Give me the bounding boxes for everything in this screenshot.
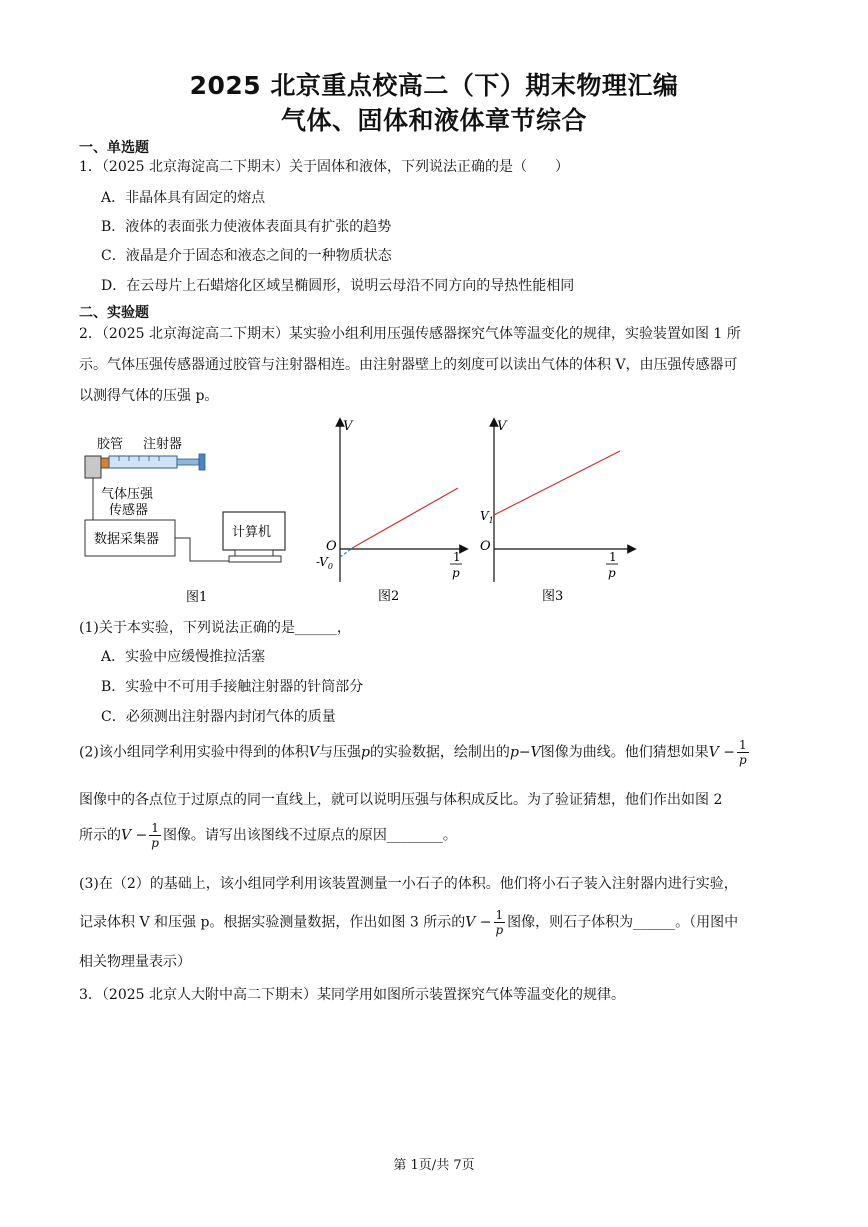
question-2-line-1: 2．（2025 北京海淀高二下期末）某实验小组利用压强传感器探究气体等温变化的规律，实验装置如图 1 所 [79,326,741,342]
fraction-1-over-p: $\frac{1}{p}$ [151,821,159,850]
subquestion-1-option-b: B．实验中不可用手接触注射器的针筒部分 [101,679,364,695]
x-axis-label-num: 1 [453,550,461,564]
label-syringe: 注射器 [143,437,183,452]
fit-line [354,488,458,547]
subquestion-2-line-3: 所示的V − $\frac{1}{p}$ 图像。请写出该图线不过原点的原因________。 [79,821,457,850]
figure-1-caption: 图1 [186,590,208,605]
label-data-collector: 数据采集器 [94,532,160,547]
figure-2-graph [312,410,472,608]
page-subtitle: 气体、固体和液体章节综合 [280,106,587,135]
y-axis-label: V [343,419,353,434]
fraction-1-over-p: $\frac{1}{p}$ [739,738,747,767]
label-sensor-line-2: 传感器 [109,503,149,518]
question-1-option-c: C．液晶是介于固态和液态之间的一种物质状态 [101,248,392,264]
subquestion-3-line-3: 相关物理量表示） [79,954,191,970]
tube-piece [101,458,109,468]
label-sensor-line-1: 气体压强 [101,487,154,502]
intercept-label: $V_1$ [480,509,494,525]
figure-2-caption: 图2 [378,589,400,604]
x-axis-label-num: 1 [609,550,617,564]
question-1-option-d: D．在云母片上石蜡熔化区域呈椭圆形，说明云母沿不同方向的导热性能相同 [101,278,575,294]
origin-label: O [480,539,491,554]
question-2-line-2: 示。气体压强传感器通过胶管与注射器相连。由注射器壁上的刻度可以读出气体的体积 V，由压强传感器可 [79,357,738,373]
subquestion-3-line-2: 记录体积 V 和压强 p。根据实验测量数据，作出如图 3 所示的V − $\frac{1}{p}$ 图像，则石子体积为______。（用图中 [79,908,739,937]
label-tube: 胶管 [97,437,124,452]
fit-line [494,451,620,515]
sensor-block [85,456,101,478]
computer-base [235,550,273,556]
subquestion-2-line-2: 图像中的各点位于过原点的同一直线上，就可以说明压强与体积成反比。为了验证猜想，他们作出如图 2 [79,792,723,808]
origin-label: O [326,539,337,554]
syringe-flange [199,454,205,470]
figure-3-graph [470,410,640,608]
syringe-plunger [177,459,199,465]
subquestion-1-option-a: A．实验中应缓慢推拉活塞 [101,649,266,665]
label-computer: 计算机 [232,525,272,540]
intercept-label: $-V_0$ [316,555,333,571]
question-1-stem: 1．（2025 北京海淀高二下期末）关于固体和液体，下列说法正确的是（ ） [79,159,569,175]
y-axis-label: V [497,419,507,434]
fraction-1-over-p: $\frac{1}{p}$ [495,908,504,937]
page-footer: 第 1页/共 7页 [393,1158,475,1173]
subquestion-3-line-1: (3)在（2）的基础上，该小组同学利用该装置测量一小石子的体积。他们将小石子装入注射器内进行实验， [79,876,738,892]
figure-3-caption: 图3 [542,589,564,604]
figure-1-apparatus [75,428,305,608]
x-axis-label-den: p [608,566,616,580]
question-3-stem: 3．（2025 北京人大附中高二下期末）某同学用如图所示装置探究气体等温变化的规律。 [79,987,625,1003]
question-1-option-b: B．液体的表面张力使液体表面具有扩张的趋势 [101,219,392,235]
computer-keyboard [229,556,281,562]
section-heading-single-choice: 一、单选题 [79,140,149,156]
x-axis-label-den: p [452,566,460,580]
subquestion-2-line-1: (2)该小组同学利用实验中得到的体积V与压强p的实验数据，绘制出的p−V图像为曲线。他们猜想如果V − $\frac{1}{p}$ [79,738,747,767]
question-2-line-3: 以测得气体的压强 p。 [79,388,219,404]
subquestion-1-option-c: C．必须测出注射器内封闭气体的质量 [101,709,336,725]
section-heading-experiment: 二、实验题 [79,305,149,321]
page-title: 2025 北京重点校高二（下）期末物理汇编 [189,71,679,100]
question-1-option-a: A．非晶体具有固定的熔点 [101,190,266,206]
subquestion-1-stem: (1)关于本实验，下列说法正确的是______， [79,620,351,636]
